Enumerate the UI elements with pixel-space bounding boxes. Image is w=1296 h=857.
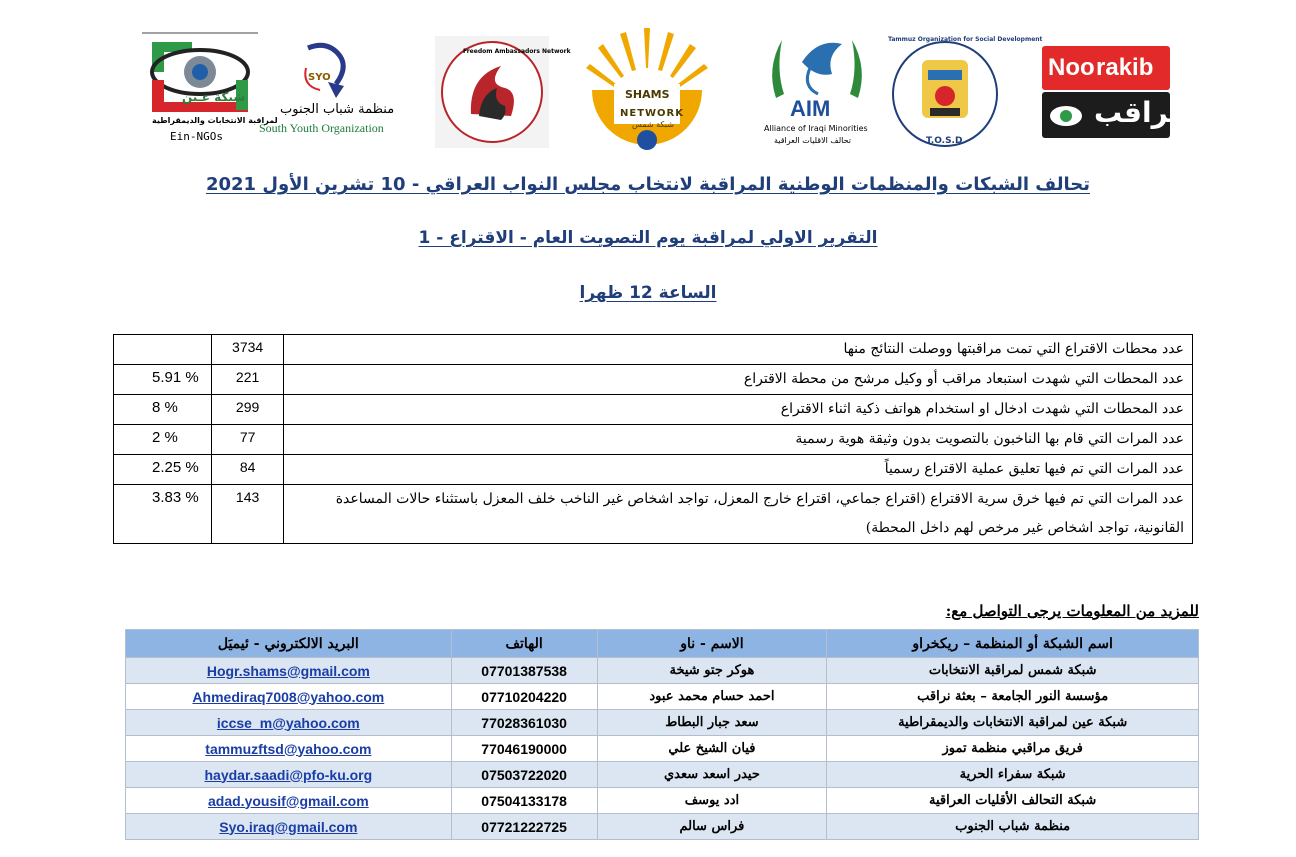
aim-logo-arabic-name: تحالف الاقليات العراقية xyxy=(774,136,851,145)
stats-row xyxy=(114,365,1193,395)
shams-logo-arabic-name: شبكة شمس xyxy=(632,120,674,129)
syo-logo-english-name: South Youth Organization xyxy=(259,121,384,135)
ein-logo-subtitle: لمراقبة الانتخابات والديمقراطية xyxy=(152,116,278,125)
tosd-logo xyxy=(884,36,1043,156)
stats-row xyxy=(114,485,1193,544)
contact-row xyxy=(126,710,1199,736)
contact-phone: 77046190000 xyxy=(451,736,597,762)
contact-name: سعد جبار البطاط xyxy=(597,710,827,736)
contact-phone: 07504133178 xyxy=(451,788,597,814)
contact-org: مؤسسة النور الجامعة – بعثة نراقب xyxy=(827,684,1199,710)
stat-label: عدد محطات الاقتراع التي تمت مراقبتها ووصلت النتائج منها xyxy=(284,335,1193,365)
contact-phone: 07710204220 xyxy=(451,684,597,710)
stat-label: عدد المرات التي تم فيها تعليق عملية الاقتراع رسمياً xyxy=(284,455,1193,485)
contact-row xyxy=(126,658,1199,684)
stat-percent: 2 % xyxy=(114,425,212,455)
contact-row xyxy=(126,788,1199,814)
contact-email-link[interactable]: haydar.saadi@pfo-ku.org xyxy=(126,762,452,788)
document-title: تحالف الشبكات والمنظمات الوطنية المراقبة لانتخاب مجلس النواب العراقي - 10 تشرين الأول 2021 xyxy=(205,174,1090,195)
contact-org: فريق مراقبي منظمة تموز xyxy=(827,736,1199,762)
contact-row xyxy=(126,762,1199,788)
stat-label: عدد المحطات التي شهدت استبعاد مراقب أو وكيل مرشح من محطة الاقتراع xyxy=(284,365,1193,395)
contacts-table xyxy=(125,629,1199,840)
contact-name: فراس سالم xyxy=(597,814,827,840)
header-phone: الهاتف xyxy=(451,630,597,658)
contact-name: ادد يوسف xyxy=(597,788,827,814)
contact-org: شبكة شمس لمراقبة الانتخابات xyxy=(827,658,1199,684)
stat-count: 299 xyxy=(212,395,284,425)
contact-org: شبكة عين لمراقبة الانتخابات والديمقراطية xyxy=(827,710,1199,736)
stat-percent: 3.83 % xyxy=(114,485,212,544)
header-name: الاسم - ناو xyxy=(597,630,827,658)
stat-percent: 2.25 % xyxy=(114,455,212,485)
ein-logo-arabic-name: شبكة عـين xyxy=(182,90,246,104)
contact-name: هوكر جتو شيخة xyxy=(597,658,827,684)
stats-row xyxy=(114,395,1193,425)
syo-logo xyxy=(258,40,398,140)
contact-org: شبكة التحالف الأقليات العراقية xyxy=(827,788,1199,814)
contact-email-link[interactable]: Ahmediraq7008@yahoo.com xyxy=(126,684,452,710)
report-subtitle: التقرير الاولي لمراقبة يوم التصويت العام - الاقتراع - 1 xyxy=(418,228,878,248)
aim-logo-abbr: AIM xyxy=(790,96,831,121)
contact-row xyxy=(126,736,1199,762)
noorakib-logo-arabic: نراقب xyxy=(1094,96,1180,129)
stat-count: 221 xyxy=(212,365,284,395)
stats-table xyxy=(113,334,1193,544)
contact-org: شبكة سفراء الحرية xyxy=(827,762,1199,788)
stat-count: 143 xyxy=(212,485,284,544)
aim-logo xyxy=(762,34,872,150)
contact-org: منظمة شباب الجنوب xyxy=(827,814,1199,840)
contact-row xyxy=(126,684,1199,710)
stat-label: عدد المرات التي تم فيها خرق سرية الاقتراع (اقتراع جماعي، اقتراع خارج المعزل، تواجد اشخاص غير الناخب خلف المعزل باستثناء حالات المساعدة القانونية، تواجد اشخاص غير مرخص لهم داخل المحطة) xyxy=(284,485,1193,544)
tosd-logo-abbr: T.O.S.D xyxy=(926,136,963,146)
freedom-ambassadors-logo xyxy=(435,36,571,148)
stats-row xyxy=(114,335,1193,365)
stat-label: عدد المرات التي قام بها الناخبون بالتصويت بدون وثيقة هوية رسمية xyxy=(284,425,1193,455)
contact-email-link[interactable]: tammuzftsd@yahoo.com xyxy=(126,736,452,762)
contact-phone: 07503722020 xyxy=(451,762,597,788)
contact-phone: 07721222725 xyxy=(451,814,597,840)
contact-email-link[interactable]: adad.yousif@gmail.com xyxy=(126,788,452,814)
stats-row xyxy=(114,455,1193,485)
stat-count: 84 xyxy=(212,455,284,485)
report-time: الساعة 12 ظهرا xyxy=(579,283,717,303)
aim-logo-english-name: Alliance of Iraqi Minorities xyxy=(764,124,868,133)
syo-logo-arabic-name: منظمة شباب الجنوب xyxy=(280,102,395,117)
noorakib-logo xyxy=(1042,46,1180,138)
shams-network-logo xyxy=(584,28,710,156)
contact-email-link[interactable]: iccse_m@yahoo.com xyxy=(126,710,452,736)
shams-logo-line1: SHAMS xyxy=(625,88,670,101)
ein-ngos-logo xyxy=(142,32,278,147)
tosd-logo-english-name: Tammuz Organization for Social Development xyxy=(888,36,1043,43)
stat-label: عدد المحطات التي شهدت ادخال او استخدام هواتف ذكية اثناء الاقتراع xyxy=(284,395,1193,425)
contact-name: حيدر اسعد سعدي xyxy=(597,762,827,788)
stat-percent: 5.91 % xyxy=(114,365,212,395)
stat-count: 3734 xyxy=(212,335,284,365)
stat-count: 77 xyxy=(212,425,284,455)
shams-logo-line2: NETWORK xyxy=(620,108,685,119)
contact-intro: للمزيد من المعلومات يرجى التواصل مع: xyxy=(945,602,1199,620)
header-org: اسم الشبكة أو المنظمة – ريكخراو xyxy=(827,630,1199,658)
syo-logo-abbr: SYO xyxy=(308,72,331,83)
contact-email-link[interactable]: Syo.iraq@gmail.com xyxy=(126,814,452,840)
freedom-logo-english-name: Freedom Ambassadors Network xyxy=(463,48,571,55)
stat-percent: 8 % xyxy=(114,395,212,425)
arrow-swirl-icon xyxy=(258,40,398,100)
dove-icon xyxy=(762,34,872,100)
ein-logo-latin: Ein-NGOs xyxy=(170,130,223,143)
eye-icon xyxy=(1048,104,1084,128)
stat-percent xyxy=(114,335,212,365)
noorakib-logo-latin-a: Noo xyxy=(1048,54,1095,81)
noorakib-logo-latin-b: rakib xyxy=(1096,54,1154,81)
contact-name: احمد حسام محمد عبود xyxy=(597,684,827,710)
contacts-header-row xyxy=(126,630,1199,658)
contact-row xyxy=(126,814,1199,840)
contact-phone: 77028361030 xyxy=(451,710,597,736)
stats-row xyxy=(114,425,1193,455)
contact-email-link[interactable]: Hogr.shams@gmail.com xyxy=(126,658,452,684)
contact-phone: 07701387538 xyxy=(451,658,597,684)
header-email: البريد الالكتروني - ئيميَل xyxy=(126,630,452,658)
contact-name: فيان الشيخ علي xyxy=(597,736,827,762)
